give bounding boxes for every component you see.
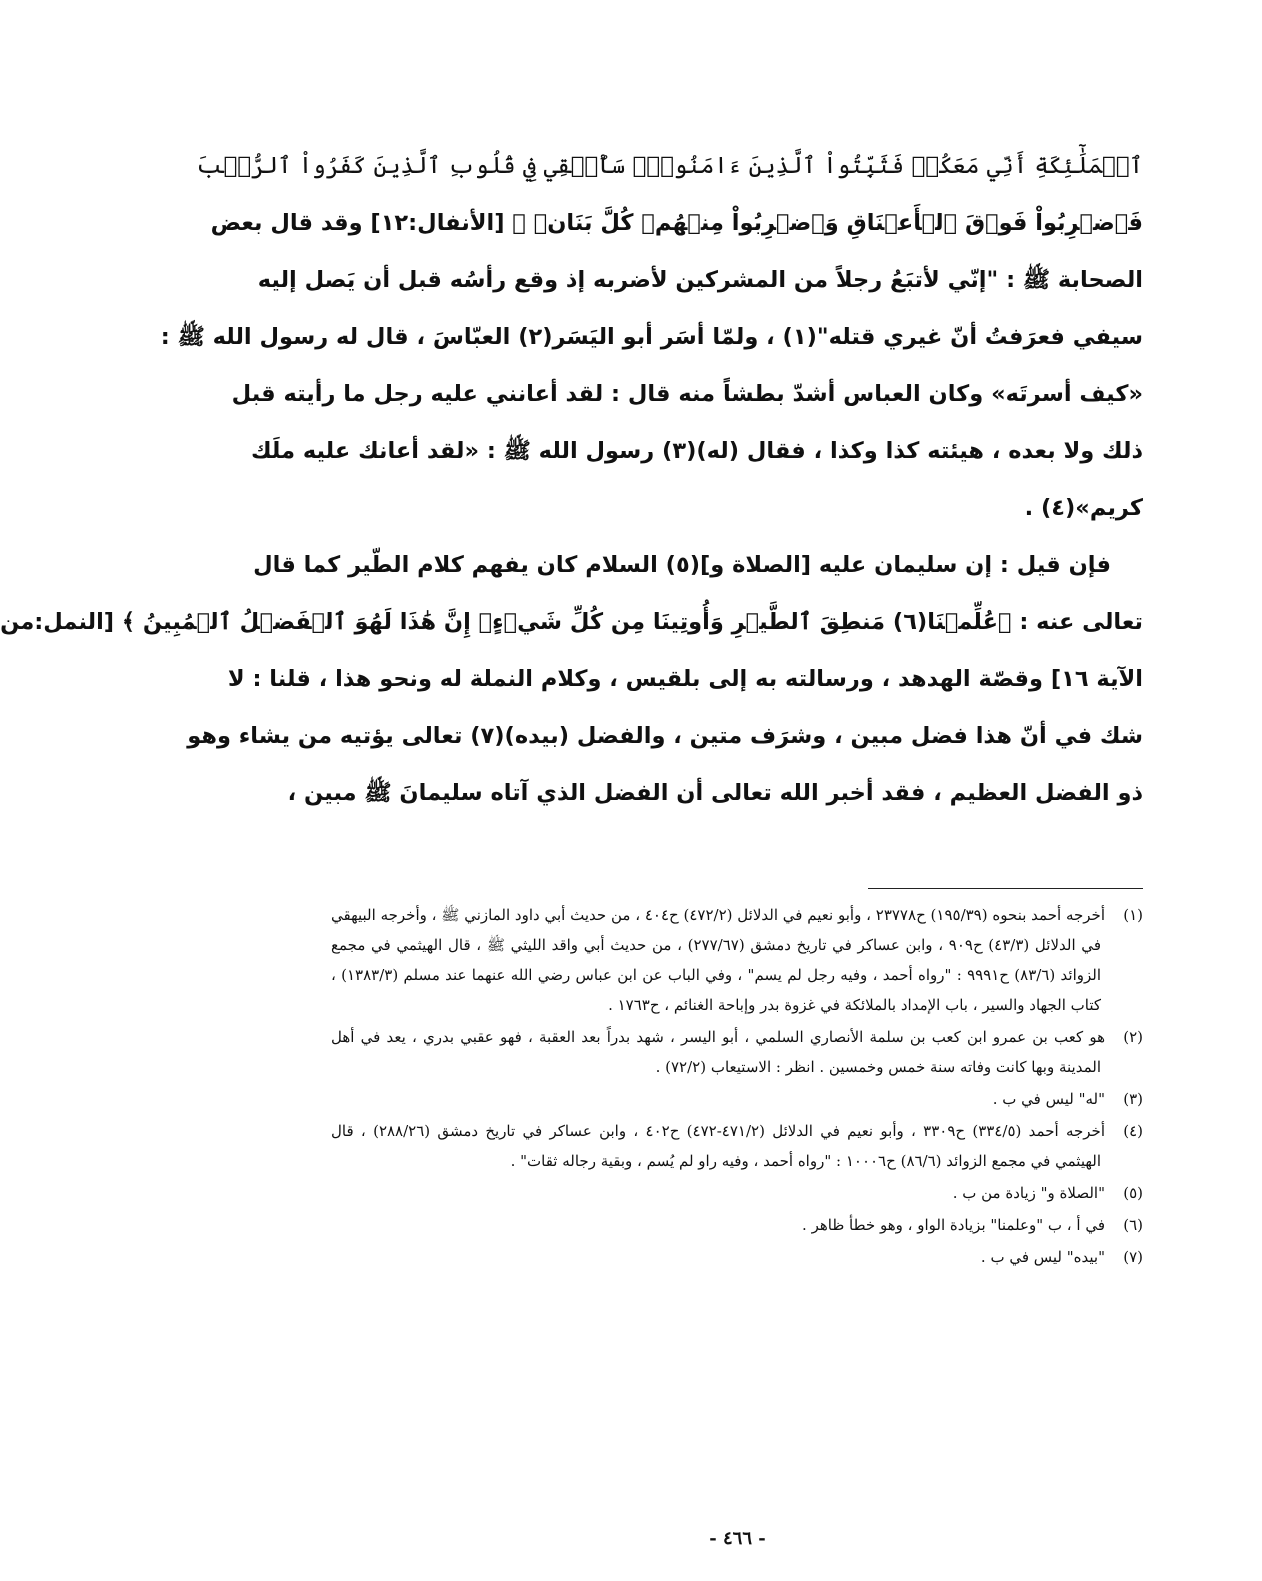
footnote (331, 1242, 1143, 1272)
footnote-number: (٣) (1123, 1090, 1143, 1108)
footnotes (331, 900, 1143, 1274)
footnote-text: في أ ، ب "وعلمنا" بزيادة الواو ، وهو خطأ ظاهر . (802, 1216, 1105, 1234)
footnote (331, 1084, 1143, 1114)
text-line: شك في أنّ هذا فضل مبين ، وشرَف متين ، والفضل (بيده)(٧) تعالى يؤتيه من يشاء وهو (187, 723, 1143, 749)
main-text (0, 138, 1143, 822)
footnote-text: "الصلاة و" زيادة من ب . (952, 1184, 1105, 1202)
text-line: «كيف أسرتَه» وكان العباس أشدّ بطشاً منه قال : لقد أعانني عليه رجل ما رأيته قبل (231, 381, 1143, 407)
footnote-text: هو كعب بن عمرو ابن كعب بن سلمة الأنصاري السلمي ، أبو اليسر ، شهد بدراً بعد العقبة ، فهو عقبي بدري ، يعد في أهل المدينة وبها كانت وفاته سنة خمس وخمسين . انظر : الاستيعاب (٧٢/٢) . (331, 1028, 1105, 1076)
text-line: ذو الفضل العظيم ، فقد أخبر الله تعالى أن الفضل الذي آتاه سليمانَ ﷺ مبين ، (287, 780, 1143, 806)
footnote-text: أخرجه أحمد بنحوه (١٩٥/٣٩) ح٢٣٧٧٨ ، وأبو نعيم في الدلائل (٤٧٢/٢) ح٤٠٤ ، من حديث أبي داود المازني ﷺ ، وأخرجه البيهقي في الدلائل (٤٣/٣) ح٩٠٩ ، وابن عساكر في تاريخ دمشق (٢٧٧/٦٧) ، من حديث أبي واقد الليثي ﷺ ، قال الهيثمي في مجمع الزوائد (٨٣/٦) ح٩٩٩١ : "رواه أحمد ، وفيه رجل لم يسم" ، وفي الباب عن ابن عباس رضي الله عنهما عند مسلم (١٣٨٣/٣) ، كتاب الجهاد والسير ، باب الإمداد بالملائكة في غزوة بدر وإباحة الغنائم ، ح١٧٦٣ . (331, 906, 1105, 1014)
text-line: فَٱضۡرِبُواْ فَوۡقَ ٱلۡأَعۡنَاقِ وَٱضۡرِبُواْ مِنۡهُمۡ كُلَّ بَنَانٖ ﴾ [الأنفال:١٢] وقد قال بعض (210, 210, 1143, 236)
footnote (331, 1210, 1143, 1240)
text-line: ذلك ولا بعده ، هيئته كذا وكذا ، فقال (له)(٣) رسول الله ﷺ : «لقد أعانك عليه ملَك (250, 438, 1143, 464)
text-line: ٱلۡمَلَٰٓئِكَةِ أَنِّي مَعَكُمۡ فَثَبِّتُواْ ٱلَّذِينَ ءَامَنُواْۚ سَأُلۡقِي فِي قُلُوبِ ٱلَّذِينَ كَفَرُواْ ٱلرُّعۡبَ (196, 153, 1143, 179)
footnote-text: "له" ليس في ب . (992, 1090, 1105, 1108)
footnote-text: "بيده" ليس في ب . (980, 1248, 1105, 1266)
footnote (331, 1022, 1143, 1082)
footnote-number: (١) (1123, 906, 1143, 924)
text-line: تعالى عنه : ﴿عُلِّمۡنَا(٦) مَنطِقَ ٱلطَّيۡرِ وَأُوتِينَا مِن كُلِّ شَيۡءٍۖ إِنَّ هَٰذَا لَهُوَ ٱلۡفَضۡلُ ٱلۡمُبِينُ ﴾ [النمل:من (0, 609, 1143, 635)
text-line: الآية ١٦] وقصّة الهدهد ، ورسالته به إلى بلقيس ، وكلام النملة له ونحو هذا ، قلنا : لا (227, 666, 1143, 692)
footnote (331, 1178, 1143, 1208)
footnote-separator (868, 888, 1143, 889)
text-line: الصحابة ﷺ : "إنّي لأتبَعُ رجلاً من المشركين لأضربه إذ وقع رأسُه قبل أن يَصل إليه (257, 267, 1143, 293)
text-line: فإن قيل : إن سليمان عليه [الصلاة و](٥) السلام كان يفهم كلام الطّير كما قال (253, 552, 1111, 578)
footnote-number: (٦) (1123, 1216, 1143, 1234)
footnote (331, 900, 1143, 1020)
page-number: - ٤٦٦ - (709, 1528, 766, 1549)
footnote-text: أخرجه أحمد (٣٣٤/٥) ح٣٣٠٩ ، وأبو نعيم في الدلائل (٤٧١/٢-٤٧٢) ح٤٠٢ ، وابن عساكر في تاريخ دمشق (٢٨٨/٢٦) ، قال الهيثمي في مجمع الزوائد (٨٦/٦) ح١٠٠٠٦ : "رواه أحمد ، وفيه راو لم يُسم ، وبقية رجاله ثقات" . (331, 1122, 1105, 1170)
text-line: سيفي فعرَفتُ أنّ غيري قتله"(١) ، ولمّا أسَر أبو اليَسَر(٢) العبّاسَ ، قال له رسول الله ﷺ : (160, 324, 1143, 350)
footnote (331, 1116, 1143, 1176)
footnote-number: (٥) (1123, 1184, 1143, 1202)
footnote-number: (٧) (1123, 1248, 1143, 1266)
footnote-number: (٤) (1123, 1122, 1143, 1140)
text-line: كريم»(٤) . (1024, 495, 1143, 521)
footnote-number: (٢) (1123, 1028, 1143, 1046)
